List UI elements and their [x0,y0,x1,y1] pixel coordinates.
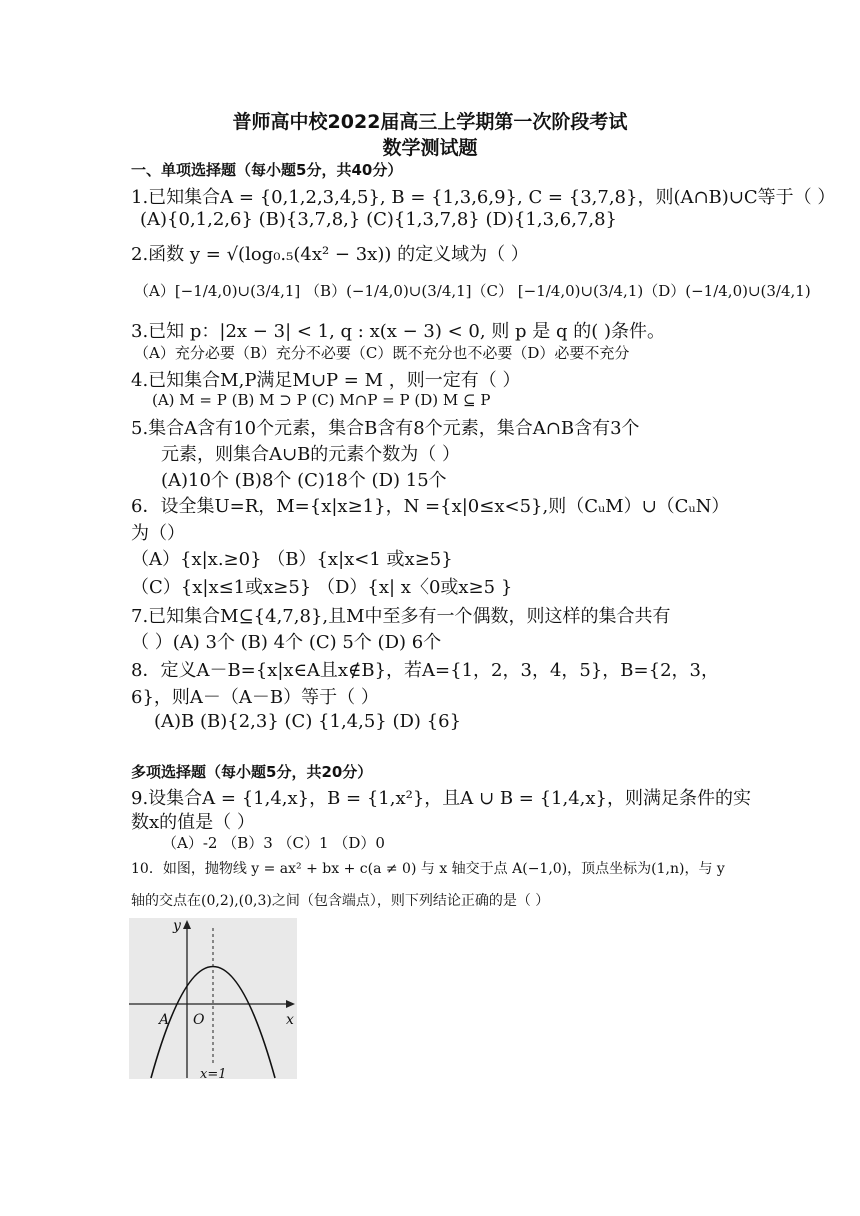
x-label: x [286,1012,294,1028]
question-7-stem-line2: （ ）(A) 3个 (B) 4个 (C) 5个 (D) 6个 [131,632,442,653]
exam-title: 普师高中校2022届高三上学期第一次阶段考试 [232,111,628,133]
question-4-stem: 4.已知集合M,P满足M∪P = M ，则一定有（ ） [131,370,521,391]
question-2-options: （A）[−1/4,0)∪(3/4,1] （B）(−1/4,0)∪(3/4,1]（C） [−1/4,0)∪(3/4,1)（D）(−1/4,0)∪(3/4,1) [134,282,811,300]
y-axis-arrow [183,920,191,929]
origin-label: O [193,1012,205,1028]
question-5-stem-line2: 元素，则集合A∪B的元素个数为（ ） [161,444,461,465]
question-3-options: （A）充分必要（B）充分不必要（C）既不充分也不必要（D）必要不充分 [134,344,630,362]
question-9-stem-line2: 数x的值是（ ） [131,812,255,833]
question-6-options-line2: （C）{x|x≤1或x≥5} （D）{x| x〈0或x≥5 } [131,577,513,598]
question-9-stem-line1: 9.设集合A = {1,4,x}，B = {1,x²}，且A ∪ B = {1,4,x}，则满足条件的实 [131,788,751,809]
question-6-stem-line1: 6．设全集U=R，M={x|x≥1}，N ={x|0≤x<5},则（CᵤM）∪（CᵤN） [131,496,730,517]
question-6-options-line1: （A）{x|x.≥0} （B）{x|x<1 或x≥5} [131,549,453,570]
question-8-stem-line1: 8．定义A－B={x|x∈A且x∉B}，若A={1，2，3，4，5}，B={2，3， [131,660,719,681]
question-3-stem: 3.已知 p：|2x − 3| < 1, q : x(x − 3) < 0, 则 p 是 q 的( )条件。 [131,321,666,342]
section-multiple-choice: 多项选择题（每小题5分，共20分） [131,763,373,781]
question-2-stem: 2.函数 y = √(log₀.₅(4x² − 3x)) 的定义域为（ ） [131,244,529,265]
question-1-stem: 1.已知集合A = {0,1,2,3,4,5}, B = {1,3,6,9}, C = {3,7,8}，则(A∩B)∪C等于（ ） [131,187,836,208]
question-4-options: (A) M = P (B) M ⊃ P (C) M∩P = P (D) M ⊆ P [152,391,491,409]
question-7-stem-line1: 7.已知集合M⊆{4,7,8},且M中至多有一个偶数，则这样的集合共有 [131,606,671,627]
x-axis-arrow [286,1000,295,1008]
symmetry-axis-label: x=1 [200,1067,227,1079]
section-single-choice: 一、单项选择题（每小题5分，共40分） [131,161,403,179]
question-10-stem-line1: 10．如图，抛物线 y = ax² + bx + c(a ≠ 0) 与 x 轴交于点 A(−1,0)，顶点坐标为(1,n)，与 y [131,861,725,877]
question-5-stem-line1: 5.集合A含有10个元素，集合B含有8个元素，集合A∩B含有3个 [131,418,640,439]
point-a-label: A [159,1012,170,1028]
y-label: y [173,918,181,934]
question-5-options: (A)10个 (B)8个 (C)18个 (D) 15个 [161,470,447,491]
question-1-options: (A){0,1,2,6} (B){3,7,8,} (C){1,3,7,8} (D){1,3,6,7,8} [140,209,618,230]
parabola-graph [129,918,297,1079]
exam-subtitle: 数学测试题 [382,137,478,159]
question-8-stem-line2: 6}，则A－（A－B）等于（ ） [131,687,379,708]
parabola-figure [129,918,297,1079]
question-6-stem-line2: 为（） [131,523,185,544]
question-9-options: （A）-2 （B）3 （C）1 （D）0 [162,834,385,852]
question-8-options: (A)B (B){2,3} (C) {1,4,5} (D) {6} [154,711,462,732]
question-10-stem-line2: 轴的交点在(0,2),(0,3)之间（包含端点），则下列结论正确的是（ ） [131,893,550,909]
